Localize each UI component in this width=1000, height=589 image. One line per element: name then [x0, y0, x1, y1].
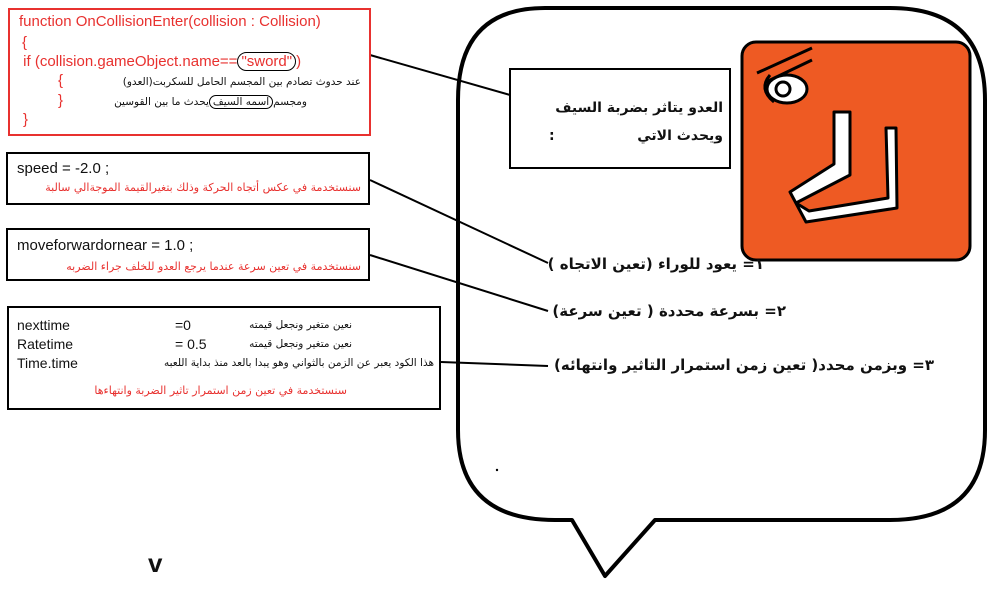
code-if-line: [19, 52, 301, 71]
code-note-2-circled: اسمه السيف: [209, 95, 273, 109]
code-sword-circled: "sword": [237, 52, 296, 71]
item-3-duration: ٣= وبزمن محدد( تعين زمن استمرار التاثير وانتهائه): [554, 356, 934, 374]
time-row-2-desc: نعين متغير ونجعل قيمته: [249, 338, 352, 350]
code-close-brace: }: [23, 111, 29, 128]
code-note-2: [114, 95, 307, 109]
time-row-3-code: Time.time: [17, 355, 78, 371]
speech-colon: :: [549, 128, 555, 144]
code-inner-close: }: [58, 92, 64, 109]
speech-line-1: العدو يتاثر بضربة السيف: [555, 100, 723, 116]
time-row-1-desc: نعين متغير ونجعل قيمته: [249, 319, 352, 331]
move-code: moveforwardornear = 1.0 ;: [17, 237, 194, 254]
code-line-function: function OnCollisionEnter(collision : Collision): [19, 13, 321, 30]
code-note-1: عند حدوث تصادم بين المجسم الحامل للسكربت(العدو): [122, 76, 361, 88]
time-desc: سنستخدمة في تعين زمن استمرار تاثير الضربة وانتهاءها: [94, 384, 347, 397]
speed-code: speed = -2.0 ;: [17, 160, 110, 177]
move-desc: سنستخدمة في تعين سرعة عندما يرجع العدو للخلف جراء الضربه: [66, 260, 361, 273]
speed-box: [6, 152, 370, 205]
code-open-brace: {: [22, 34, 28, 51]
code-inner-open: {: [58, 72, 64, 89]
move-box: [6, 228, 370, 281]
speed-desc: سنستخدمة في عكس أتجاه الحركة وذلك بتغيرالقيمة الموجةالي سالبة: [45, 181, 361, 194]
time-row-2-code: Ratetime: [17, 336, 74, 352]
stray-v-mark: v: [148, 548, 163, 578]
time-row-1-value: =0: [175, 317, 191, 333]
code-note-2-start: ومجسم: [273, 96, 307, 108]
time-box: [7, 306, 441, 410]
speech-text-box: [509, 68, 731, 169]
item-1-direction: ١= يعود للوراء (تعين الاتجاه ): [547, 255, 764, 273]
code-box: [8, 8, 371, 136]
angry-face-icon: [742, 42, 970, 260]
time-row-3-desc: هذا الكود يعبر عن الزمن بالثواني وهو يبدا بالعد منذ بداية اللعبه: [163, 357, 434, 369]
code-note-2-end: يحدث ما بين القوسين: [114, 96, 209, 108]
code-if-suffix: ): [296, 53, 302, 70]
code-if-prefix: if (collision.gameObject.name==: [19, 53, 238, 70]
time-row-2-value: = 0.5: [175, 336, 207, 352]
speech-line-2: ويحدث الاتي: [637, 128, 723, 144]
item-2-speed: ٢= بسرعة محددة ( تعين سرعة): [552, 302, 786, 320]
time-row-1-code: nexttime: [17, 317, 70, 333]
